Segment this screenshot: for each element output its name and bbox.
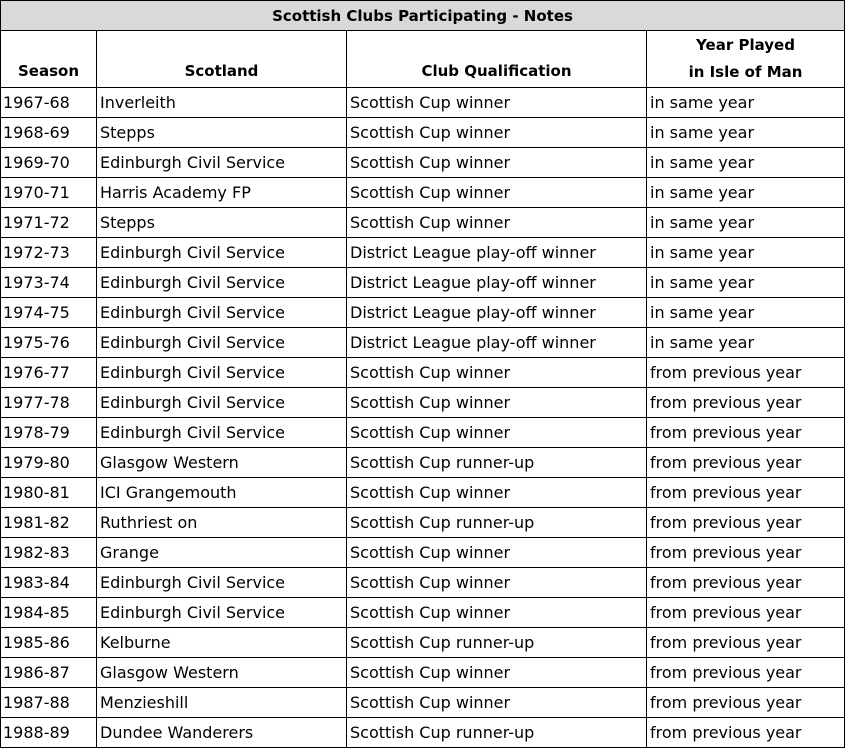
cell-season: 1967-68 xyxy=(1,88,97,118)
cell-club: Edinburgh Civil Service xyxy=(97,268,347,298)
cell-season: 1988-89 xyxy=(1,718,97,748)
cell-club: Menzieshill xyxy=(97,688,347,718)
cell-year-played: from previous year xyxy=(647,688,845,718)
table-row xyxy=(1,478,845,508)
cell-qualification: Scottish Cup runner-up xyxy=(347,448,647,478)
cell-qualification: District League play-off winner xyxy=(347,328,647,358)
cell-season: 1968-69 xyxy=(1,118,97,148)
cell-year-played: from previous year xyxy=(647,538,845,568)
cell-qualification: Scottish Cup winner xyxy=(347,358,647,388)
cell-season: 1973-74 xyxy=(1,268,97,298)
cell-club: Edinburgh Civil Service xyxy=(97,358,347,388)
cell-year-played: from previous year xyxy=(647,358,845,388)
cell-club: Edinburgh Civil Service xyxy=(97,568,347,598)
cell-year-played: from previous year xyxy=(647,388,845,418)
cell-club: Stepps xyxy=(97,208,347,238)
cell-year-played: from previous year xyxy=(647,568,845,598)
cell-year-played: in same year xyxy=(647,118,845,148)
cell-year-played: in same year xyxy=(647,178,845,208)
cell-qualification: District League play-off winner xyxy=(347,238,647,268)
cell-year-played: from previous year xyxy=(647,448,845,478)
table-row xyxy=(1,628,845,658)
cell-year-played: from previous year xyxy=(647,418,845,448)
cell-season: 1975-76 xyxy=(1,328,97,358)
cell-season: 1986-87 xyxy=(1,658,97,688)
cell-qualification: Scottish Cup winner xyxy=(347,478,647,508)
cell-club: Stepps xyxy=(97,118,347,148)
cell-season: 1979-80 xyxy=(1,448,97,478)
cell-season: 1971-72 xyxy=(1,208,97,238)
cell-qualification: Scottish Cup winner xyxy=(347,658,647,688)
table-row xyxy=(1,178,845,208)
cell-year-played: in same year xyxy=(647,238,845,268)
cell-year-played: in same year xyxy=(647,148,845,178)
cell-season: 1972-73 xyxy=(1,238,97,268)
cell-qualification: Scottish Cup runner-up xyxy=(347,628,647,658)
cell-club: Harris Academy FP xyxy=(97,178,347,208)
header-scotland: Scotland xyxy=(97,31,347,88)
cell-qualification: Scottish Cup runner-up xyxy=(347,718,647,748)
cell-club: Inverleith xyxy=(97,88,347,118)
cell-season: 1983-84 xyxy=(1,568,97,598)
cell-club: Dundee Wanderers xyxy=(97,718,347,748)
cell-qualification: District League play-off winner xyxy=(347,268,647,298)
table-row xyxy=(1,448,845,478)
cell-club: Edinburgh Civil Service xyxy=(97,598,347,628)
cell-club: Edinburgh Civil Service xyxy=(97,298,347,328)
table-row xyxy=(1,358,845,388)
cell-club: Edinburgh Civil Service xyxy=(97,148,347,178)
table-row xyxy=(1,658,845,688)
cell-qualification: Scottish Cup winner xyxy=(347,118,647,148)
table-row xyxy=(1,88,845,118)
cell-season: 1970-71 xyxy=(1,178,97,208)
table-row xyxy=(1,688,845,718)
cell-qualification: Scottish Cup winner xyxy=(347,568,647,598)
cell-year-played: from previous year xyxy=(647,658,845,688)
title-row xyxy=(1,1,845,31)
table-row xyxy=(1,598,845,628)
cell-qualification: Scottish Cup winner xyxy=(347,388,647,418)
table-row xyxy=(1,148,845,178)
cell-year-played: from previous year xyxy=(647,628,845,658)
table-row xyxy=(1,388,845,418)
cell-season: 1976-77 xyxy=(1,358,97,388)
cell-season: 1969-70 xyxy=(1,148,97,178)
cell-qualification: Scottish Cup winner xyxy=(347,688,647,718)
cell-qualification: Scottish Cup winner xyxy=(347,418,647,448)
table-body xyxy=(1,88,845,748)
table-row xyxy=(1,508,845,538)
cell-year-played: from previous year xyxy=(647,598,845,628)
header-club-qualification: Club Qualification xyxy=(347,31,647,88)
table-row xyxy=(1,718,845,748)
cell-qualification: Scottish Cup winner xyxy=(347,148,647,178)
table-row xyxy=(1,418,845,448)
header-row xyxy=(1,31,845,88)
cell-year-played: in same year xyxy=(647,88,845,118)
cell-club: Ruthriest on xyxy=(97,508,347,538)
cell-club: Edinburgh Civil Service xyxy=(97,238,347,268)
cell-qualification: Scottish Cup winner xyxy=(347,538,647,568)
cell-year-played: from previous year xyxy=(647,508,845,538)
table-row xyxy=(1,298,845,328)
cell-qualification: District League play-off winner xyxy=(347,298,647,328)
table-row xyxy=(1,538,845,568)
cell-club: Edinburgh Civil Service xyxy=(97,418,347,448)
header-year-played xyxy=(647,31,845,88)
cell-club: Edinburgh Civil Service xyxy=(97,388,347,418)
cell-season: 1985-86 xyxy=(1,628,97,658)
table-row xyxy=(1,328,845,358)
cell-qualification: Scottish Cup winner xyxy=(347,598,647,628)
table-title: Scottish Clubs Participating - Notes xyxy=(1,1,845,31)
cell-season: 1980-81 xyxy=(1,478,97,508)
header-year-played-line1: Year Played xyxy=(696,36,795,54)
table-row xyxy=(1,118,845,148)
cell-club: Grange xyxy=(97,538,347,568)
cell-year-played: from previous year xyxy=(647,718,845,748)
table-row xyxy=(1,568,845,598)
cell-qualification: Scottish Cup winner xyxy=(347,88,647,118)
table-row xyxy=(1,238,845,268)
cell-year-played: in same year xyxy=(647,298,845,328)
cell-club: ICI Grangemouth xyxy=(97,478,347,508)
cell-club: Glasgow Western xyxy=(97,448,347,478)
cell-year-played: in same year xyxy=(647,268,845,298)
cell-club: Edinburgh Civil Service xyxy=(97,328,347,358)
cell-season: 1974-75 xyxy=(1,298,97,328)
cell-year-played: in same year xyxy=(647,328,845,358)
cell-qualification: Scottish Cup winner xyxy=(347,208,647,238)
header-year-played-line2: in Isle of Man xyxy=(688,63,803,81)
cell-club: Glasgow Western xyxy=(97,658,347,688)
cell-qualification: Scottish Cup winner xyxy=(347,178,647,208)
cell-season: 1982-83 xyxy=(1,538,97,568)
cell-year-played: in same year xyxy=(647,208,845,238)
table-row xyxy=(1,208,845,238)
cell-season: 1977-78 xyxy=(1,388,97,418)
header-season: Season xyxy=(1,31,97,88)
table-row xyxy=(1,268,845,298)
cell-year-played: from previous year xyxy=(647,478,845,508)
cell-qualification: Scottish Cup runner-up xyxy=(347,508,647,538)
cell-season: 1981-82 xyxy=(1,508,97,538)
cell-season: 1978-79 xyxy=(1,418,97,448)
cell-season: 1987-88 xyxy=(1,688,97,718)
cell-club: Kelburne xyxy=(97,628,347,658)
cell-season: 1984-85 xyxy=(1,598,97,628)
